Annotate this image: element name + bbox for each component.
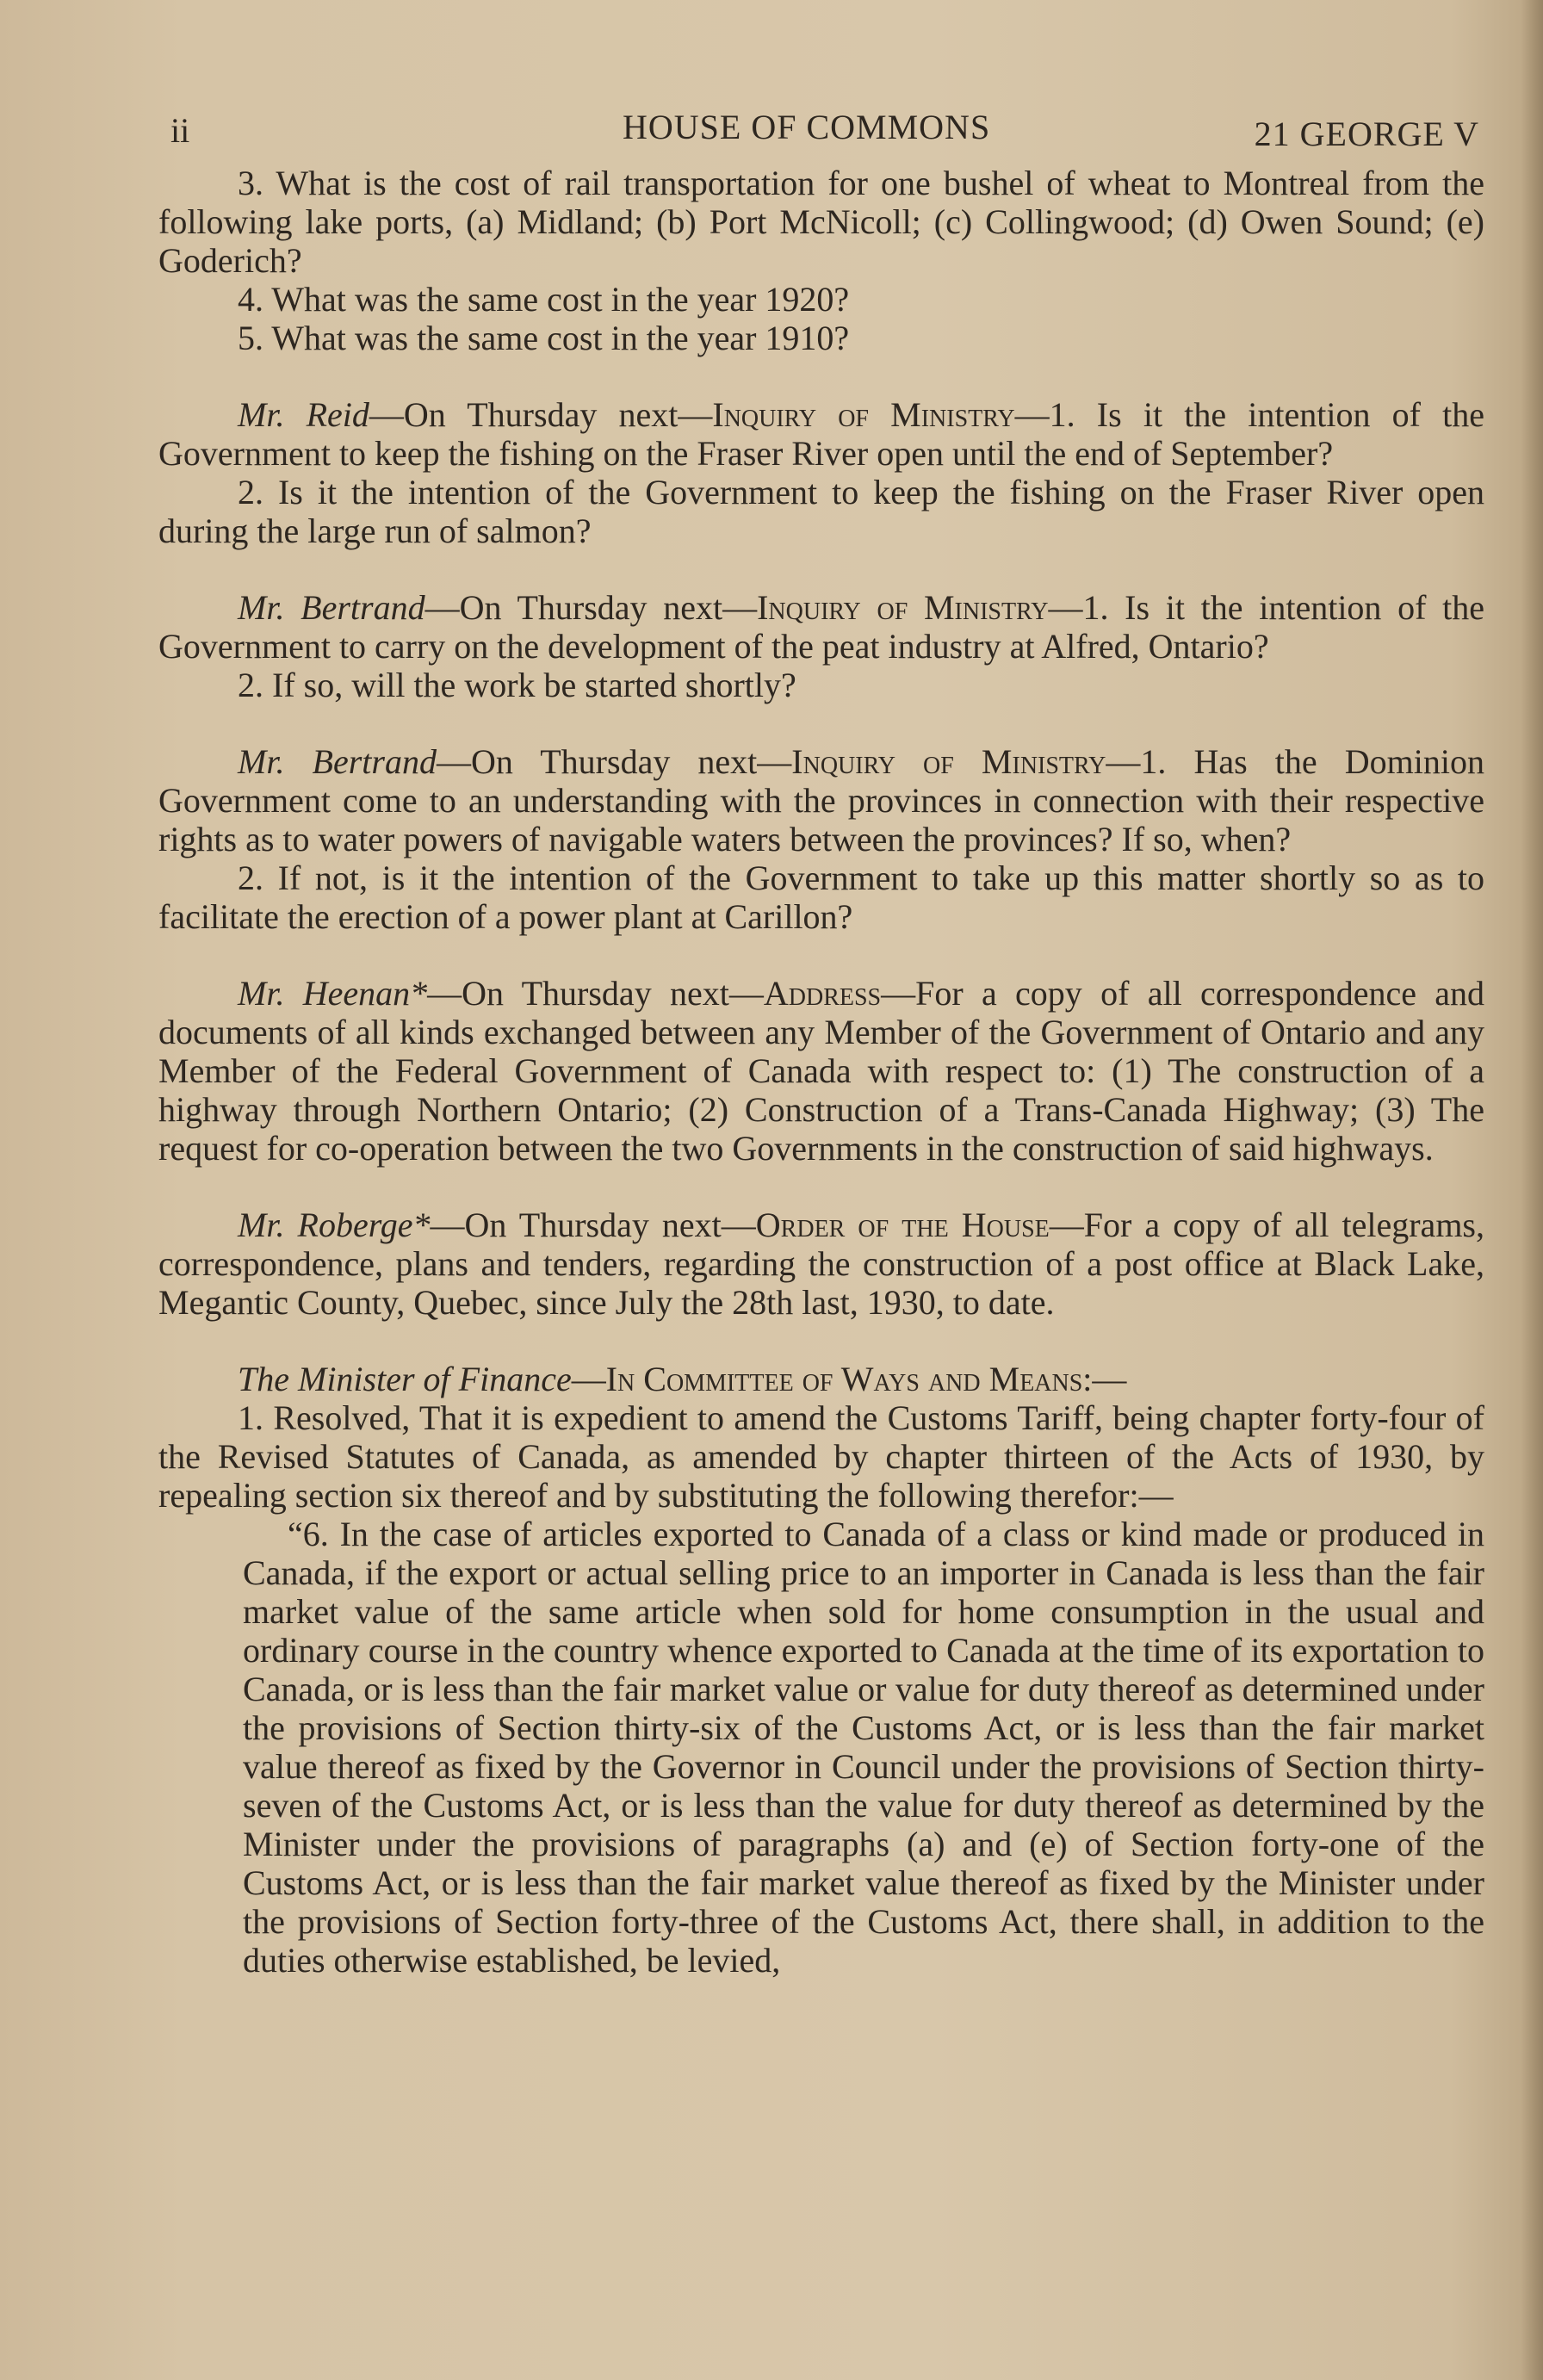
page-number: ii bbox=[170, 111, 190, 150]
notice-lead: —On Thursday next— bbox=[427, 974, 764, 1013]
notice-type: Address bbox=[763, 974, 882, 1013]
question-item: 2. If so, will the work be started shortly? bbox=[238, 666, 796, 704]
notice-type: In Committee of Ways and Means:— bbox=[605, 1360, 1127, 1398]
quoted-section-text: “6. In the case of articles exported to Canada of a class or kind made or produced in Canada, if the export or actual selling price to an importer in Canada is less than the fair market value of the same article when sold for home consumption in the usual and ordinary course in the country whence exported to Canada at the time of its exportation to Canada, or is less than the fair market value or value for duty thereof as determined under the provisions of Section thirty-six of the Customs Act, or is less than the fair market value thereof as fixed by the Governor in Council under the provisions of Section thirty-seven of the Customs Act, or is less than the value for duty thereof as determined by the Minister under the provisions of paragraphs (a) and (e) of Section forty-one of the Customs Act, or is less than the fair market value thereof as fixed by the Minister under the provisions of Section forty-three of the Customs Act, there shall, in addition to the duties otherwise established, be levied, bbox=[243, 1515, 1484, 1980]
member-name: Mr. Roberge* bbox=[238, 1205, 431, 1244]
resolution-text: 1. Resolved, That it is expedient to amend the Customs Tariff, being chapter forty-four of the Revised Statutes of Canada, as amended by chapter thirteen of the Acts of 1930, by repealing section six thereof and by substituting the following therefor:— bbox=[158, 1398, 1484, 1515]
page-header bbox=[170, 102, 1484, 164]
notice-paragraph bbox=[158, 742, 1484, 858]
notice-paragraph bbox=[158, 395, 1484, 473]
notice-type: Order of the House bbox=[755, 1205, 1050, 1244]
notice-paragraph bbox=[158, 588, 1484, 666]
notice-lead: —On Thursday next— bbox=[430, 1205, 756, 1244]
notice-lead: —On Thursday next— bbox=[369, 395, 713, 434]
notice-lead: —On Thursday next— bbox=[424, 588, 758, 627]
notice-type: Inquiry of Ministry bbox=[757, 588, 1049, 627]
notice-text: —1. Is it the intention of the Government to keep the fishing on the Fraser River open until the end of September? bbox=[158, 395, 1484, 473]
notice-paragraph bbox=[158, 1205, 1484, 1322]
page-edge-shadow bbox=[1521, 0, 1543, 2380]
session-label: 21 GEORGE V bbox=[1254, 115, 1479, 153]
notice-lead: — bbox=[571, 1360, 606, 1398]
question-item: 2. Is it the intention of the Government to keep the fishing on the Fraser River open during the large run of salmon? bbox=[158, 473, 1484, 550]
running-title: HOUSE OF COMMONS bbox=[623, 108, 991, 146]
question-item: 5. What was the same cost in the year 1910? bbox=[238, 319, 850, 357]
page-body bbox=[158, 164, 1484, 1980]
member-name: Mr. Bertrand bbox=[238, 588, 425, 627]
notice-text: —1. Is it the intention of the Government to carry on the development of the peat industry at Alfred, Ontario? bbox=[158, 588, 1485, 666]
member-name: The Minister of Finance bbox=[238, 1360, 572, 1398]
notice-lead: —On Thursday next— bbox=[436, 742, 792, 781]
member-name: Mr. Heenan* bbox=[238, 974, 428, 1013]
notice-text: —For a copy of all telegrams, correspondence, plans and tenders, regarding the construction of a post office at Black Lake, Megantic County, Quebec, since July the 28th last, 1930, to date. bbox=[158, 1205, 1484, 1322]
notice-type: Inquiry of Ministry bbox=[712, 395, 1015, 434]
member-name: Mr. Bertrand bbox=[238, 742, 437, 781]
question-item: 2. If not, is it the intention of the Government to take up this matter shortly so as to facilitate the erection of a power plant at Carillon? bbox=[158, 858, 1484, 936]
notice-paragraph bbox=[158, 974, 1484, 1168]
member-name: Mr. Reid bbox=[238, 395, 369, 434]
notice-paragraph bbox=[158, 1360, 1484, 1398]
notice-text: —For a copy of all correspondence and documents of all kinds exchanged between any Member of the Government of Ontario and any Member of the Federal Government of Canada with respect to: (1) The construction of a highway through Northern Ontario; (2) Construction of a Trans-Canada Highway; (3) The request for co-operation between the two Governments in the construction of said highways. bbox=[158, 974, 1485, 1168]
notice-text: —1. Has the Dominion Government come to an understanding with the provinces in connection with their respective rights as to water powers of navigable waters between the provinces? If so, when? bbox=[158, 742, 1484, 858]
notice-type: Inquiry of Ministry bbox=[791, 742, 1106, 781]
question-item: 3. What is the cost of rail transportation for one bushel of wheat to Montreal from the following lake ports, (a) Midland; (b) Port McNicoll; (c) Collingwood; (d) Owen Sound; (e) Goderich? bbox=[158, 164, 1484, 280]
question-item: 4. What was the same cost in the year 1920? bbox=[238, 280, 850, 319]
